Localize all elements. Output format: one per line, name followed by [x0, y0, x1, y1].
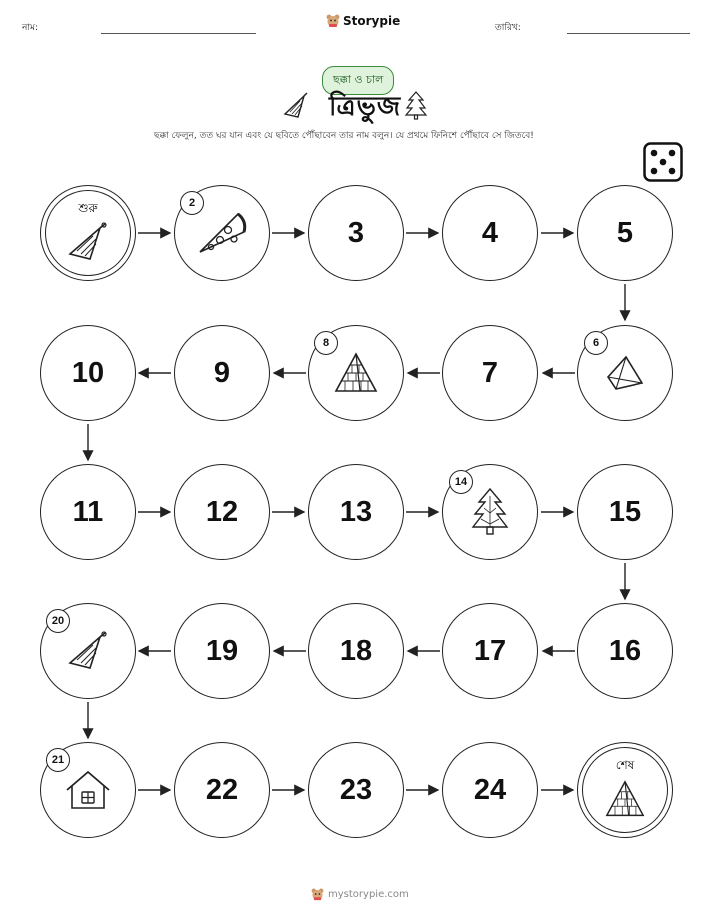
start-cell[interactable]	[40, 185, 136, 281]
board-cell-3[interactable]: 3	[308, 185, 404, 281]
finish-label: শেষ	[615, 758, 635, 772]
board-cell-7[interactable]: 7	[442, 325, 538, 421]
footer	[311, 888, 409, 901]
bear-logo-icon	[311, 888, 324, 901]
board-cell-18[interactable]: 18	[308, 603, 404, 699]
cell-number-badge: 6	[584, 331, 608, 355]
board-cell-13[interactable]: 13	[308, 464, 404, 560]
napkin-icon	[602, 353, 648, 393]
pine-tree-icon	[470, 486, 510, 538]
board-cell-5[interactable]: 5	[577, 185, 673, 281]
cell-number-badge: 21	[46, 748, 70, 772]
pennant-flag-icon	[66, 631, 110, 671]
pyramid-icon	[602, 779, 648, 819]
name-label: নাম:	[22, 23, 39, 33]
page-title: ত্রিভুজ	[329, 92, 402, 122]
cell-number-badge: 2	[180, 191, 204, 215]
pennant-flag-icon	[66, 222, 110, 262]
pyramid-icon	[332, 351, 380, 395]
board-cell-11[interactable]: 11	[40, 464, 136, 560]
start-label: শুরু	[78, 201, 98, 215]
board-cell-17[interactable]: 17	[442, 603, 538, 699]
board-cell-16[interactable]: 16	[577, 603, 673, 699]
finish-cell[interactable]	[577, 742, 673, 838]
board-cell-4[interactable]: 4	[442, 185, 538, 281]
game-type-badge: ছক্কা ও চাল	[322, 66, 394, 95]
cell-number-badge: 14	[449, 470, 473, 494]
instructions: ছক্কা ফেলুন, তত ঘর যান এবং যে ছবিতে পৌঁছাবেন তার নাম বলুন। যে প্রথমে ফিনিশে পৌঁছাবে সে জিতবে!	[154, 131, 534, 141]
board-cell-9[interactable]: 9	[174, 325, 270, 421]
brand-name: Storypie	[343, 14, 401, 28]
date-label: তারিখ:	[495, 23, 521, 33]
footer-url[interactable]: mystorypie.com	[328, 889, 409, 900]
board-cell-22[interactable]: 22	[174, 742, 270, 838]
board-cell-10[interactable]: 10	[40, 325, 136, 421]
pizza-slice-icon	[194, 208, 250, 258]
board-cell-24[interactable]: 24	[442, 742, 538, 838]
board-cell-19[interactable]: 19	[174, 603, 270, 699]
cell-number-badge: 8	[314, 331, 338, 355]
house-icon	[63, 768, 113, 812]
board-cell-15[interactable]: 15	[577, 464, 673, 560]
board-cell-23[interactable]: 23	[308, 742, 404, 838]
cell-number-badge: 20	[46, 609, 70, 633]
board-cell-12[interactable]: 12	[174, 464, 270, 560]
